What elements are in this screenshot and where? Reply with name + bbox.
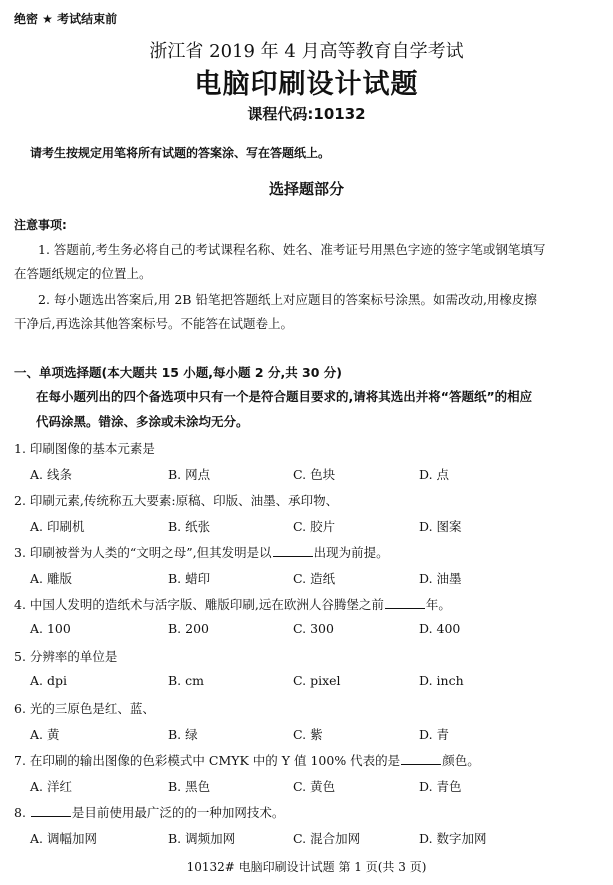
note-line: 干净后,再选涂其他答案标号。不能答在试题卷上。	[14, 316, 293, 331]
option-c: C. 色块	[293, 467, 336, 482]
option-d: D. 数字加网	[419, 831, 487, 846]
option-a: A. 黄	[30, 727, 60, 742]
question-text: 7. 在印刷的输出图像的色彩模式中 CMYK 中的 Y 值 100% 代表的是	[14, 753, 401, 768]
option-c: C. 300	[293, 621, 334, 636]
option-a: A. 线条	[30, 467, 72, 482]
part-one-heading: 一、单项选择题(本大题共 15 小题,每小题 2 分,共 30 分)	[14, 365, 343, 380]
question-text: 6. 光的三原色是红、蓝、	[14, 701, 155, 716]
note-line: 2. 每小题选出答案后,用 2B 铅笔把答题纸上对应题目的答案标号涂黑。如需改动,用橡皮擦	[38, 292, 537, 307]
option-a: A. 印刷机	[30, 519, 85, 534]
answer-blank	[401, 753, 441, 765]
option-c: C. 紫	[293, 727, 323, 742]
option-d: D. 400	[419, 621, 461, 636]
question-stem	[14, 543, 389, 561]
option-a: A. 调幅加网	[30, 831, 97, 846]
question-text-after: 是目前使用最广泛的的一种加网技术。	[71, 805, 285, 820]
option-a: A. 洋红	[30, 779, 72, 794]
question-stem	[14, 439, 155, 457]
answer-blank	[31, 805, 71, 817]
question-stem	[14, 803, 284, 821]
answer-blank	[385, 597, 425, 609]
course-code: 课程代码:10132	[247, 105, 366, 123]
option-b: B. 蜡印	[168, 571, 211, 586]
option-d: D. 点	[419, 467, 450, 482]
question-text: 2. 印刷元素,传统称五大要素:原稿、印版、油墨、承印物、	[14, 493, 339, 508]
option-d: D. 油墨	[419, 571, 462, 586]
question-text-after: 年。	[425, 597, 451, 612]
question-stem	[14, 647, 117, 665]
option-b: B. 纸张	[168, 519, 211, 534]
question-stem	[14, 751, 480, 769]
question-text-after: 出现为前提。	[313, 545, 389, 560]
option-c: C. 黄色	[293, 779, 336, 794]
question-text: 1. 印刷图像的基本元素是	[14, 441, 155, 456]
option-b: B. 调频加网	[168, 831, 236, 846]
question-stem	[14, 699, 155, 717]
option-a: A. 100	[30, 621, 71, 636]
part-one-desc: 代码涂黑。错涂、多涂或未涂均无分。	[36, 414, 249, 429]
question-text: 3. 印刷被誉为人类的“文明之母”,但其发明是以	[14, 545, 272, 560]
notes-heading: 注意事项:	[14, 218, 67, 232]
part-one-desc: 在每小题列出的四个备选项中只有一个是符合题目要求的,请将其选出并将“答题纸”的相应	[36, 389, 533, 404]
option-d: D. inch	[419, 673, 464, 688]
answer-instruction: 请考生按规定用笔将所有试题的答案涂、写在答题纸上。	[30, 146, 331, 160]
option-c: C. 造纸	[293, 571, 336, 586]
option-a: A. dpi	[30, 673, 67, 688]
section-title: 选择题部分	[268, 180, 344, 198]
page-footer: 10132# 电脑印刷设计试题 第 1 页(共 3 页)	[186, 860, 427, 874]
question-text-after: 颜色。	[442, 753, 480, 768]
option-b: B. 黑色	[168, 779, 211, 794]
question-text: 8.	[14, 805, 30, 820]
question-stem	[14, 595, 451, 613]
option-c: C. 胶片	[293, 519, 336, 534]
answer-blank	[273, 545, 313, 557]
exam-title: 浙江省 2019 年 4 月高等教育自学考试	[149, 41, 464, 62]
question-text: 4. 中国人发明的造纸术与活字版、雕版印刷,远在欧洲人谷腾堡之前	[14, 597, 384, 612]
option-a: A. 雕版	[30, 571, 72, 586]
note-line: 在答题纸规定的位置上。	[14, 266, 152, 281]
option-c: C. 混合加网	[293, 831, 361, 846]
option-d: D. 图案	[419, 519, 462, 534]
question-stem	[14, 491, 338, 509]
subject-title: 电脑印刷设计试题	[194, 69, 419, 100]
question-text: 5. 分辨率的单位是	[14, 649, 118, 664]
option-d: D. 青色	[419, 779, 462, 794]
option-b: B. 200	[168, 621, 209, 636]
option-c: C. pixel	[293, 673, 341, 688]
option-b: B. cm	[168, 673, 204, 688]
secret-label: 绝密 ★ 考试结束前	[14, 12, 118, 26]
option-b: B. 网点	[168, 467, 211, 482]
note-line: 1. 答题前,考生务必将自己的考试课程名称、姓名、准考证号用黑色字迹的签字笔或钢笔填写	[38, 242, 546, 257]
option-d: D. 青	[419, 727, 450, 742]
option-b: B. 绿	[168, 727, 198, 742]
